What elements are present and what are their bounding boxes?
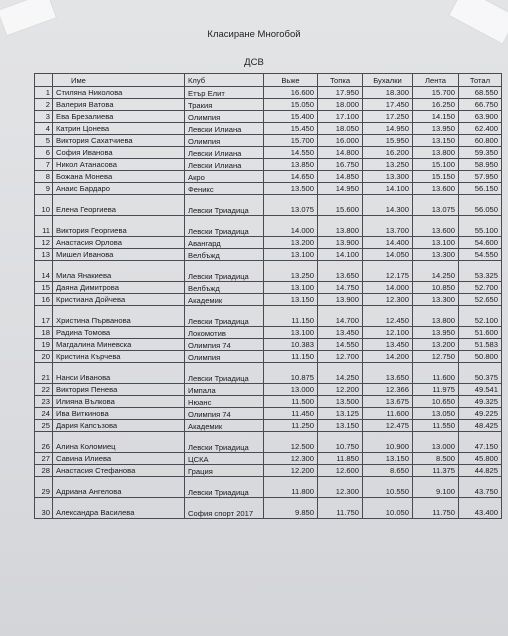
cell-ball: 12.600 [318,465,363,477]
cell-club: Левски Илиана [185,159,264,171]
cell-rope: 12.500 [264,432,318,453]
cell-club: ЦСКА [185,453,264,465]
cell-ribbon: 13.100 [413,237,459,249]
cell-total: 44.825 [459,465,502,477]
cell-rope: 13.100 [264,249,318,261]
cell-rank: 27 [35,453,53,465]
cell-name: Илияна Вълкова [53,396,185,408]
table-row [35,351,502,363]
cell-ribbon: 16.250 [413,99,459,111]
cell-total: 58.950 [459,159,502,171]
cell-name: Елена Георгиева [53,195,185,216]
cell-ball: 16.000 [318,135,363,147]
cell-ball: 14.100 [318,249,363,261]
cell-clubs: 13.650 [363,363,413,384]
cell-name: Стиляна Николова [53,87,185,99]
cell-name: Мишел Иванова [53,249,185,261]
cell-rope: 15.450 [264,123,318,135]
table-row [35,159,502,171]
cell-name: Валерия Ватова [53,99,185,111]
cell-club: Олимпия [185,135,264,147]
cell-rope: 13.075 [264,195,318,216]
cell-total: 52.100 [459,306,502,327]
cell-ball: 14.250 [318,363,363,384]
cell-rank: 12 [35,237,53,249]
header-total: Тотал [459,74,502,87]
cell-club: Феникс [185,183,264,195]
cell-club: Академик [185,420,264,432]
cell-rank: 9 [35,183,53,195]
cell-ball: 14.700 [318,306,363,327]
cell-total: 50.800 [459,351,502,363]
cell-rank: 25 [35,420,53,432]
cell-total: 45.800 [459,453,502,465]
cell-clubs: 10.550 [363,477,413,498]
cell-clubs: 12.450 [363,306,413,327]
cell-club: Авангард [185,237,264,249]
cell-rope: 13.850 [264,159,318,171]
table-row [35,135,502,147]
cell-ball: 12.200 [318,384,363,396]
cell-club: Левски Триадица [185,363,264,384]
cell-ribbon: 11.600 [413,363,459,384]
cell-rank: 11 [35,216,53,237]
table-row [35,195,502,216]
cell-club: Олимпия [185,111,264,123]
cell-rope: 13.250 [264,261,318,282]
cell-clubs: 13.250 [363,159,413,171]
cell-ball: 17.100 [318,111,363,123]
cell-club: Етър Елит [185,87,264,99]
cell-ball: 14.850 [318,171,363,183]
cell-ribbon: 9.100 [413,477,459,498]
cell-clubs: 13.675 [363,396,413,408]
cell-ball: 10.750 [318,432,363,453]
cell-ball: 15.600 [318,195,363,216]
cell-name: Христина Първанова [53,306,185,327]
cell-clubs: 14.400 [363,237,413,249]
cell-rank: 6 [35,147,53,159]
cell-total: 54.550 [459,249,502,261]
cell-ball: 14.550 [318,339,363,351]
table-row [35,111,502,123]
header-rope: Вьже [264,74,318,87]
cell-rank: 10 [35,195,53,216]
cell-total: 54.600 [459,237,502,249]
cell-total: 66.750 [459,99,502,111]
cell-rope: 14.650 [264,171,318,183]
cell-total: 48.425 [459,420,502,432]
cell-club: Велбъжд [185,282,264,294]
table-row [35,363,502,384]
cell-rank: 13 [35,249,53,261]
cell-ball: 14.950 [318,183,363,195]
table-row [35,123,502,135]
cell-club: Акро [185,171,264,183]
table-row [35,87,502,99]
page-title: Класиране Многобой [207,29,301,40]
cell-ribbon: 10.850 [413,282,459,294]
cell-clubs: 8.650 [363,465,413,477]
cell-clubs: 10.050 [363,498,413,519]
cell-clubs: 13.450 [363,339,413,351]
table-row [35,432,502,453]
cell-rank: 15 [35,282,53,294]
cell-ball: 13.150 [318,420,363,432]
cell-total: 52.650 [459,294,502,306]
cell-clubs: 12.475 [363,420,413,432]
table-row [35,477,502,498]
cell-rope: 12.200 [264,465,318,477]
cell-rank: 30 [35,498,53,519]
cell-club: Левски Триадица [185,477,264,498]
cell-club: Нюанс [185,396,264,408]
cell-ribbon: 15.150 [413,171,459,183]
cell-clubs: 12.300 [363,294,413,306]
cell-clubs: 14.100 [363,183,413,195]
cell-name: Савина Илиева [53,453,185,465]
cell-total: 43.400 [459,498,502,519]
table-row [35,396,502,408]
cell-ball: 13.500 [318,396,363,408]
table-row [35,408,502,420]
cell-name: Кристина Кърчева [53,351,185,363]
cell-rank: 3 [35,111,53,123]
cell-rope: 16.600 [264,87,318,99]
cell-ball: 18.000 [318,99,363,111]
cell-rank: 1 [35,87,53,99]
cell-clubs: 17.450 [363,99,413,111]
cell-clubs: 15.950 [363,135,413,147]
cell-club: Олимпия [185,351,264,363]
cell-total: 59.350 [459,147,502,159]
cell-clubs: 14.050 [363,249,413,261]
cell-rope: 11.150 [264,306,318,327]
cell-club: Левски Триадица [185,195,264,216]
cell-rank: 22 [35,384,53,396]
cell-rank: 16 [35,294,53,306]
cell-clubs: 13.300 [363,171,413,183]
cell-name: Катрин Цонева [53,123,185,135]
cell-name: Анаис Бардаро [53,183,185,195]
table-header-row [35,74,502,87]
table-row [35,147,502,159]
cell-rope: 15.400 [264,111,318,123]
cell-ribbon: 13.600 [413,216,459,237]
cell-ribbon: 13.950 [413,327,459,339]
table-row [35,465,502,477]
cell-clubs: 14.300 [363,195,413,216]
cell-clubs: 16.200 [363,147,413,159]
cell-ribbon: 13.950 [413,123,459,135]
cell-club: Грация [185,465,264,477]
cell-ribbon: 14.250 [413,261,459,282]
cell-clubs: 10.900 [363,432,413,453]
cell-ribbon: 13.000 [413,432,459,453]
cell-ball: 11.750 [318,498,363,519]
cell-total: 62.400 [459,123,502,135]
cell-ball: 14.750 [318,282,363,294]
cell-total: 60.800 [459,135,502,147]
cell-total: 49.325 [459,396,502,408]
cell-club: Левски Триадица [185,216,264,237]
cell-name: София Иванова [53,147,185,159]
cell-clubs: 18.300 [363,87,413,99]
cell-total: 56.150 [459,183,502,195]
cell-total: 43.750 [459,477,502,498]
cell-clubs: 12.100 [363,327,413,339]
table-row [35,384,502,396]
table-row [35,453,502,465]
cell-club: Академик [185,294,264,306]
cell-name: Виктория Сахатчиева [53,135,185,147]
cell-ribbon: 13.200 [413,339,459,351]
cell-club: Олимпия 74 [185,339,264,351]
table-row [35,249,502,261]
table-row [35,498,502,519]
cell-rank: 18 [35,327,53,339]
cell-name: Божана Монева [53,171,185,183]
cell-rank: 21 [35,363,53,384]
header-name: Име [53,74,185,87]
cell-name: Радина Томова [53,327,185,339]
cell-rope: 10.383 [264,339,318,351]
cell-club: Импала [185,384,264,396]
cell-club: Левски Триадица [185,261,264,282]
cell-ball: 13.900 [318,294,363,306]
cell-ribbon: 11.975 [413,384,459,396]
cell-ribbon: 11.750 [413,498,459,519]
cell-clubs: 14.950 [363,123,413,135]
table-row [35,171,502,183]
header-clubs: Бухалки [363,74,413,87]
page-subtitle: ДСВ [244,57,264,68]
cell-total: 56.050 [459,195,502,216]
cell-clubs: 14.000 [363,282,413,294]
cell-name: Александра Василева [53,498,185,519]
cell-club: Левски Триадица [185,432,264,453]
cell-rank: 7 [35,159,53,171]
cell-rope: 15.700 [264,135,318,147]
cell-rope: 11.800 [264,477,318,498]
cell-rope: 13.000 [264,384,318,396]
cell-rank: 17 [35,306,53,327]
cell-name: Ева Брезалиева [53,111,185,123]
cell-ball: 13.650 [318,261,363,282]
cell-rank: 14 [35,261,53,282]
cell-total: 52.700 [459,282,502,294]
cell-name: Магдалина Миневска [53,339,185,351]
cell-rank: 4 [35,123,53,135]
cell-ribbon: 13.800 [413,147,459,159]
cell-name: Кристиана Дойчева [53,294,185,306]
cell-total: 63.900 [459,111,502,123]
cell-rank: 5 [35,135,53,147]
cell-ribbon: 13.300 [413,294,459,306]
cell-clubs: 13.150 [363,453,413,465]
cell-clubs: 13.700 [363,216,413,237]
table-row [35,261,502,282]
cell-ribbon: 14.150 [413,111,459,123]
header-rank [35,74,53,87]
cell-name: Алина Коломиец [53,432,185,453]
cell-total: 47.150 [459,432,502,453]
cell-ball: 13.450 [318,327,363,339]
cell-clubs: 17.250 [363,111,413,123]
table-row [35,420,502,432]
cell-rope: 13.200 [264,237,318,249]
table-row [35,294,502,306]
cell-total: 57.950 [459,171,502,183]
cell-ribbon: 13.050 [413,408,459,420]
cell-ball: 12.700 [318,351,363,363]
cell-rope: 12.300 [264,453,318,465]
cell-ball: 13.800 [318,216,363,237]
cell-total: 49.541 [459,384,502,396]
cell-rope: 13.500 [264,183,318,195]
cell-total: 51.600 [459,327,502,339]
cell-total: 49.225 [459,408,502,420]
cell-club: Левски Илиана [185,147,264,159]
header-ribbon: Лента [413,74,459,87]
table-row [35,306,502,327]
cell-rank: 26 [35,432,53,453]
cell-ball: 13.900 [318,237,363,249]
cell-ball: 17.950 [318,87,363,99]
cell-rank: 29 [35,477,53,498]
table-row [35,216,502,237]
cell-ribbon: 13.800 [413,306,459,327]
cell-rope: 9.850 [264,498,318,519]
table-row [35,237,502,249]
cell-ribbon: 11.375 [413,465,459,477]
cell-name: Виктория Георгиева [53,216,185,237]
cell-total: 55.100 [459,216,502,237]
table-row [35,282,502,294]
cell-clubs: 11.600 [363,408,413,420]
cell-total: 51.583 [459,339,502,351]
cell-total: 50.375 [459,363,502,384]
cell-name: Адриана Ангелова [53,477,185,498]
cell-rank: 24 [35,408,53,420]
results-table [34,73,502,519]
cell-ribbon: 11.550 [413,420,459,432]
cell-ribbon: 8.500 [413,453,459,465]
cell-ribbon: 12.750 [413,351,459,363]
cell-ball: 16.750 [318,159,363,171]
table-row [35,183,502,195]
cell-ball: 11.850 [318,453,363,465]
cell-ball: 14.800 [318,147,363,159]
table-row [35,339,502,351]
cell-ball: 13.125 [318,408,363,420]
cell-total: 53.325 [459,261,502,282]
cell-club: Левски Илиана [185,123,264,135]
cell-rope: 15.050 [264,99,318,111]
cell-name: Ива Виткинова [53,408,185,420]
cell-ribbon: 15.100 [413,159,459,171]
header-club: Клуб [185,74,264,87]
cell-name: Даяна Димитрова [53,282,185,294]
cell-rope: 14.000 [264,216,318,237]
cell-name: Дария Капсъзова [53,420,185,432]
cell-rank: 28 [35,465,53,477]
cell-clubs: 14.200 [363,351,413,363]
cell-clubs: 12.175 [363,261,413,282]
cell-ribbon: 15.700 [413,87,459,99]
cell-ribbon: 10.650 [413,396,459,408]
cell-rope: 14.550 [264,147,318,159]
cell-rank: 23 [35,396,53,408]
cell-rope: 11.150 [264,351,318,363]
cell-ball: 12.300 [318,477,363,498]
cell-rank: 20 [35,351,53,363]
table-row [35,99,502,111]
cell-rank: 19 [35,339,53,351]
cell-rank: 2 [35,99,53,111]
cell-name: Виктория Пенева [53,384,185,396]
cell-ribbon: 13.600 [413,183,459,195]
cell-club: София спорт 2017 [185,498,264,519]
cell-name: Анастасия Стефанова [53,465,185,477]
cell-club: Тракия [185,99,264,111]
cell-name: Анастасия Орлова [53,237,185,249]
cell-club: Олимпия 74 [185,408,264,420]
cell-name: Мила Янакиева [53,261,185,282]
cell-rope: 13.100 [264,282,318,294]
cell-ribbon: 13.075 [413,195,459,216]
cell-club: Велбъжд [185,249,264,261]
cell-club: Левски Триадица [185,306,264,327]
cell-clubs: 12.366 [363,384,413,396]
cell-rope: 11.250 [264,420,318,432]
cell-club: Локомотив [185,327,264,339]
cell-rank: 8 [35,171,53,183]
cell-total: 68.550 [459,87,502,99]
cell-ribbon: 13.150 [413,135,459,147]
cell-ball: 18.050 [318,123,363,135]
cell-rope: 13.150 [264,294,318,306]
header-ball: Топка [318,74,363,87]
cell-rope: 11.500 [264,396,318,408]
cell-name: Нанси Иванова [53,363,185,384]
cell-rope: 10.875 [264,363,318,384]
table-row [35,327,502,339]
cell-rope: 13.100 [264,327,318,339]
cell-rope: 11.450 [264,408,318,420]
cell-ribbon: 13.300 [413,249,459,261]
cell-name: Никол Атанасова [53,159,185,171]
